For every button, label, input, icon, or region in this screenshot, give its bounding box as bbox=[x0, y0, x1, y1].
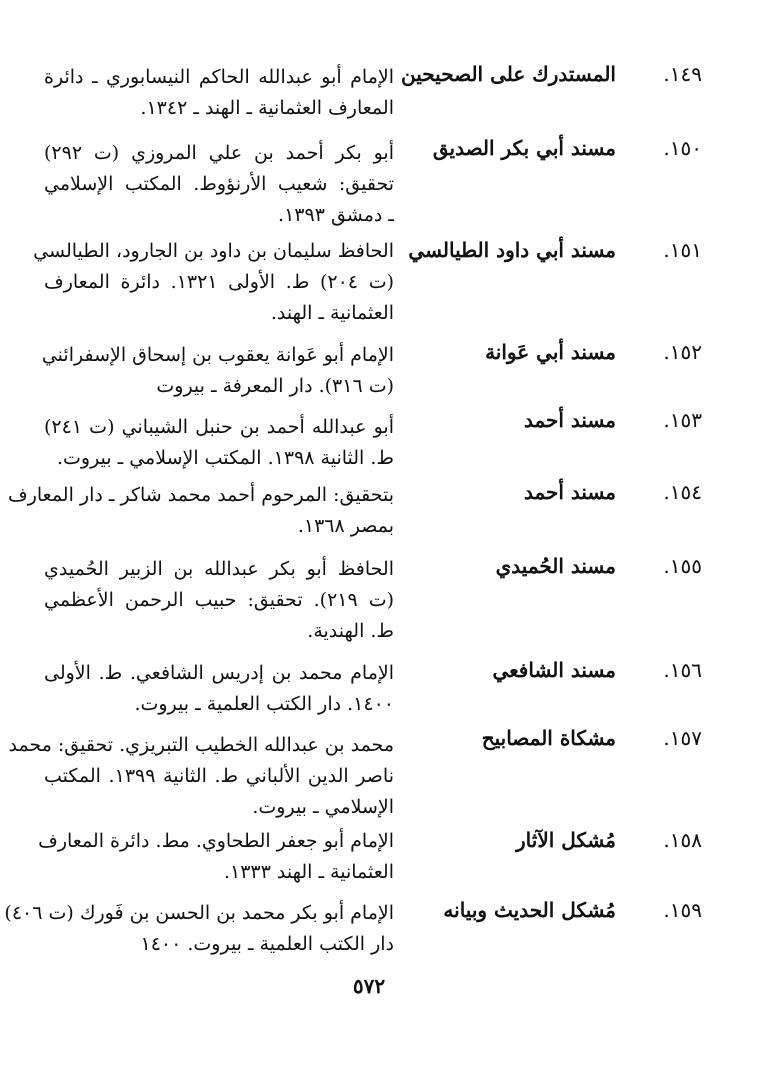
entry-description bbox=[8, 480, 394, 542]
description-line: الإمام أبو عبدالله الحاكم النيسابوري ـ دائرة bbox=[44, 66, 394, 88]
entry-number: ١٥٥. bbox=[663, 554, 702, 578]
entry-description bbox=[33, 236, 394, 329]
entry-description bbox=[44, 412, 394, 474]
description-line: الإمام محمد بن إدريس الشافعي. ط. الأولى bbox=[44, 662, 394, 684]
description-line: ١٤٠٠. دار الكتب العلمية ـ بيروت. bbox=[134, 693, 394, 715]
description-line: ناصر الدين الألباني ط. الثانية ١٣٩٩. المكتب bbox=[44, 765, 394, 787]
entry-description bbox=[4, 898, 394, 960]
description-line: تحقيق: شعيب الأرنؤوط. المكتب الإسلامي bbox=[44, 173, 394, 195]
entry-number: ١٥٨. bbox=[663, 828, 702, 852]
entry-number: ١٥٩. bbox=[663, 898, 702, 922]
description-line: الإمام أبو بكر محمد بن الحسن بن فَورك (ت ٤٠٦) bbox=[4, 902, 394, 924]
description-line: أبو عبدالله أحمد بن حنبل الشيباني (ت ٢٤١) bbox=[44, 416, 394, 438]
description-line: العثمانية ـ الهند ١٣٣٣. bbox=[223, 861, 394, 883]
description-line: (ت ٣١٦). دار المعرفة ـ بيروت bbox=[156, 375, 394, 397]
description-line: العثمانية ـ الهند. bbox=[270, 302, 394, 324]
description-line: (ت ٢٠٤) ط. الأولى ١٣٢١. دائرة المعارف bbox=[44, 271, 394, 293]
entry-description bbox=[44, 138, 394, 231]
entry-description bbox=[8, 730, 394, 823]
entry-number: ١٤٩. bbox=[663, 62, 702, 86]
entry-title: مسند الحُميدي bbox=[495, 554, 616, 578]
entry-description bbox=[41, 340, 394, 402]
description-line: الإسلامي ـ بيروت. bbox=[252, 796, 394, 818]
entry-number: ١٥٢. bbox=[663, 340, 702, 364]
entry-number: ١٥٠. bbox=[663, 136, 702, 160]
entry-description bbox=[44, 554, 394, 647]
entry-title: مُشكل الحديث وبيانه bbox=[443, 898, 616, 922]
entry-title: مسند أحمد bbox=[523, 408, 616, 432]
entry-number: ١٥٧. bbox=[663, 726, 702, 750]
description-line: محمد بن عبدالله الخطيب التبريزي. تحقيق: محمد bbox=[8, 734, 394, 756]
entry-description bbox=[44, 658, 394, 720]
entry-title: مسند أبي عَوانة bbox=[485, 340, 616, 364]
description-line: الحافظ سليمان بن داود بن الجارود، الطيالسي bbox=[33, 240, 394, 262]
description-line: بمصر ١٣٦٨. bbox=[297, 515, 394, 537]
description-line: أبو بكر أحمد بن علي المروزي (ت ٢٩٢) bbox=[44, 142, 394, 164]
entry-title: مسند أحمد bbox=[523, 480, 616, 504]
entry-number: ١٥١. bbox=[663, 238, 702, 262]
entry-description bbox=[44, 62, 394, 124]
entry-number: ١٥٣. bbox=[663, 408, 702, 432]
description-line: ـ دمشق ١٣٩٣. bbox=[278, 204, 394, 226]
description-line: ط. الهندية. bbox=[307, 620, 394, 642]
entry-description bbox=[38, 826, 394, 888]
entry-title: مسند أبي بكر الصديق bbox=[432, 136, 616, 160]
description-line: الإمام أبو عَوانة يعقوب بن إسحاق الإسفرائني bbox=[41, 344, 394, 366]
entry-title: مسند الشافعي bbox=[492, 658, 616, 682]
description-line: دار الكتب العلمية ـ بيروت. ١٤٠٠ bbox=[140, 933, 394, 955]
entry-title: مُشكل الآثار bbox=[516, 828, 616, 852]
description-line: الإمام أبو جعفر الطحاوي. مط. دائرة المعارف bbox=[38, 830, 394, 852]
description-line: بتحقيق: المرحوم أحمد محمد شاكر ـ دار المعارف bbox=[8, 484, 394, 506]
entry-title: المستدرك على الصحيحين bbox=[401, 62, 616, 86]
entry-title: مسند أبي داود الطيالسي bbox=[408, 238, 616, 262]
description-line: المعارف العثمانية ـ الهند ـ ١٣٤٢. bbox=[140, 97, 394, 119]
entry-number: ١٥٤. bbox=[663, 480, 702, 504]
description-line: ط. الثانية ١٣٩٨. المكتب الإسلامي ـ بيروت. bbox=[56, 447, 394, 469]
entry-number: ١٥٦. bbox=[663, 658, 702, 682]
page-number: ٥٧٢ bbox=[352, 974, 386, 998]
description-line: الحافظ أبو بكر عبدالله بن الزبير الحُميدي bbox=[44, 558, 394, 580]
description-line: (ت ٢١٩). تحقيق: حبيب الرحمن الأعظمي bbox=[44, 589, 395, 611]
entry-title: مشكاة المصابيح bbox=[481, 726, 616, 750]
